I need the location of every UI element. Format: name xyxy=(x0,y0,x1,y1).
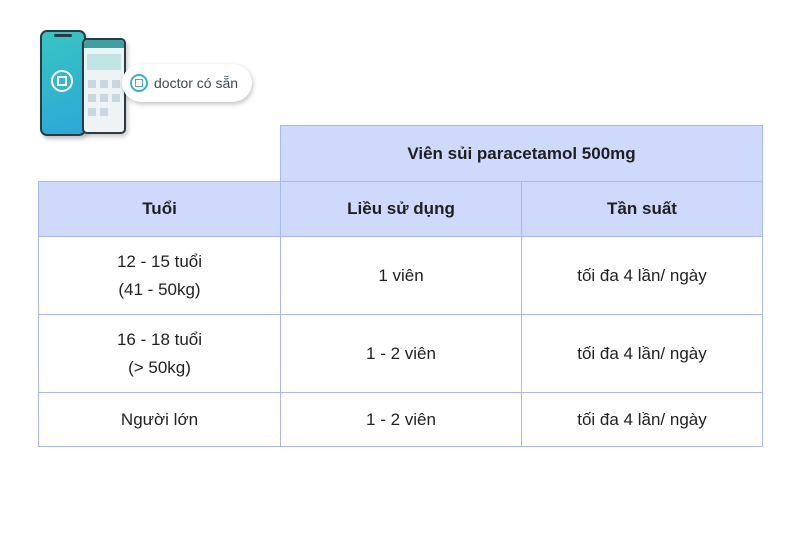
brand-mini-icon xyxy=(130,74,148,92)
table-row-frequency: tối đa 4 lần/ ngày xyxy=(521,236,763,315)
age-range: 12 - 15 tuổi xyxy=(116,251,203,271)
phone-notch xyxy=(54,34,72,37)
column-header-frequency: Tần suất xyxy=(521,181,763,237)
tablet-illustration xyxy=(82,38,126,134)
table-row-frequency: tối đa 4 lần/ ngày xyxy=(521,314,763,393)
table-row-age xyxy=(38,314,281,393)
tablet-tile xyxy=(112,94,120,102)
table-row-dose: 1 - 2 viên xyxy=(280,392,522,447)
tablet-tile xyxy=(100,80,108,88)
table-row-frequency: tối đa 4 lần/ ngày xyxy=(521,392,763,447)
tablet-tile xyxy=(112,80,120,88)
brand-logo xyxy=(36,28,258,138)
table-row-dose: 1 - 2 viên xyxy=(280,314,522,393)
column-header-dose: Liều sử dụng xyxy=(280,181,522,237)
weight-range: (> 50kg) xyxy=(128,357,191,377)
weight-range: (41 - 50kg) xyxy=(118,279,201,299)
brand-badge xyxy=(122,64,252,102)
tablet-tile xyxy=(100,108,108,116)
table-row-age xyxy=(38,236,281,315)
tablet-tile xyxy=(88,108,96,116)
brand-emblem-icon xyxy=(51,70,73,92)
tablet-hero xyxy=(87,54,121,70)
tablet-tile xyxy=(100,94,108,102)
dosage-table xyxy=(38,125,763,447)
table-row-dose: 1 viên xyxy=(280,236,522,315)
group-header: Viên sủi paracetamol 500mg xyxy=(280,125,763,182)
tablet-topbar xyxy=(84,40,124,48)
brand-name: doctor có sẵn xyxy=(154,75,239,91)
tablet-tile xyxy=(88,94,96,102)
table-row-age: Người lớn xyxy=(38,392,281,447)
tablet-tile xyxy=(88,80,96,88)
age-range: 16 - 18 tuổi xyxy=(116,329,203,349)
column-header-age: Tuổi xyxy=(38,181,281,237)
phone-illustration xyxy=(40,30,86,136)
